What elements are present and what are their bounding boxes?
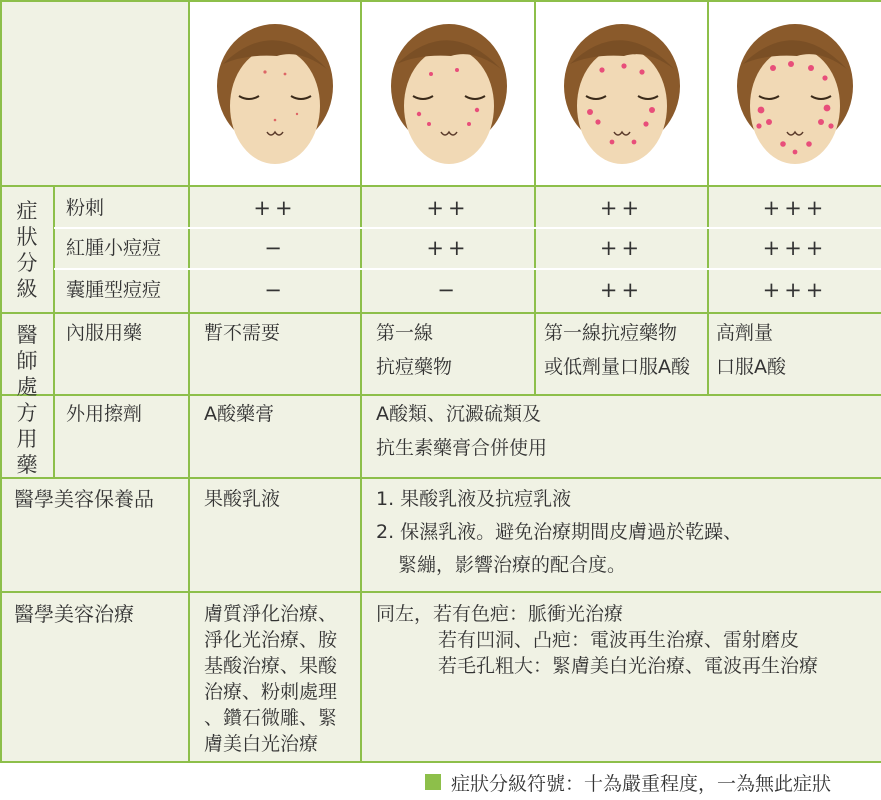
symptom-row-label-cysts: 囊腫型痘痘 bbox=[66, 279, 162, 301]
oral-medication-value: 口服A酸 bbox=[716, 356, 786, 378]
symptom-group-label: 症 狀 分 級 bbox=[16, 199, 38, 301]
treatment-value: 膚美白光治療 bbox=[204, 733, 319, 755]
symptom-value: − bbox=[264, 236, 286, 260]
symptom-value: ++ bbox=[599, 236, 644, 260]
topical-medication-value: A酸類、沉澱硫類及 bbox=[376, 403, 541, 425]
legend-text: 症狀分級符號：十為嚴重程度，一為無此症狀 bbox=[451, 772, 832, 795]
topical-medication-value: 抗生素藥膏合併使用 bbox=[376, 437, 548, 459]
symptom-value: +++ bbox=[762, 278, 828, 302]
symptom-value: ++ bbox=[426, 196, 470, 220]
oral-medication-value: 抗痘藥物 bbox=[376, 356, 453, 378]
treatment-value: 治療、粉刺處理 bbox=[204, 681, 338, 703]
treatment-value: 、鑽石微雕、緊 bbox=[204, 707, 338, 729]
prescription-group-label: 醫 師 處 方 用 藥 bbox=[16, 323, 38, 477]
treatment-value: 淨化光治療、胺 bbox=[204, 629, 338, 651]
treatment-value: 若有凹洞、凸疤：電波再生治療、雷射磨皮 bbox=[438, 629, 800, 651]
legend-square-icon bbox=[425, 774, 441, 790]
symptom-value: ++ bbox=[253, 196, 297, 220]
skincare-value: 緊繃，影響治療的配合度。 bbox=[398, 554, 627, 576]
legend bbox=[425, 771, 831, 793]
topical-medication-label: 外用擦劑 bbox=[66, 403, 143, 425]
symptom-value: ++ bbox=[599, 196, 644, 220]
face-severe-acne-illustration bbox=[552, 14, 692, 179]
oral-medication-value: 第一線抗痘藥物 bbox=[544, 322, 678, 344]
treatment-value: 同左，若有色疤：脈衝光治療 bbox=[376, 603, 624, 625]
face-moderate-acne-illustration bbox=[379, 14, 519, 179]
symptom-row-label-papules: 紅腫小痘痘 bbox=[66, 237, 162, 259]
treatment-value: 基酸治療、果酸 bbox=[204, 655, 338, 677]
symptom-row-label-comedones: 粉刺 bbox=[66, 197, 105, 219]
skincare-value: 2. 保濕乳液。避免治療期間皮膚過於乾躁、 bbox=[376, 521, 743, 543]
symptom-value: − bbox=[437, 278, 459, 302]
oral-medication-value: 第一線 bbox=[376, 322, 434, 344]
skincare-value: 1. 果酸乳液及抗痘乳液 bbox=[376, 488, 572, 510]
symptom-value: ++ bbox=[426, 236, 470, 260]
oral-medication-label: 內服用藥 bbox=[66, 322, 143, 344]
oral-medication-value: 高劑量 bbox=[716, 322, 774, 344]
treatment-value: 若毛孔粗大：緊膚美白光治療、電波再生治療 bbox=[438, 655, 819, 677]
symptom-value: − bbox=[264, 278, 286, 302]
symptom-value: ++ bbox=[599, 278, 644, 302]
face-very-severe-acne-illustration bbox=[725, 14, 865, 179]
topical-medication-value: A酸藥膏 bbox=[204, 403, 274, 425]
oral-medication-value: 或低劑量口服A酸 bbox=[544, 356, 690, 378]
treatment-value: 膚質淨化治療、 bbox=[204, 603, 338, 625]
oral-medication-value: 暫不需要 bbox=[204, 322, 281, 344]
skincare-label: 醫學美容保養品 bbox=[14, 487, 154, 511]
face-mild-acne-illustration bbox=[205, 14, 345, 179]
skincare-value: 果酸乳液 bbox=[204, 488, 281, 510]
treatment-label: 醫學美容治療 bbox=[14, 602, 134, 626]
symptom-value: +++ bbox=[762, 196, 828, 220]
symptom-value: +++ bbox=[762, 236, 828, 260]
